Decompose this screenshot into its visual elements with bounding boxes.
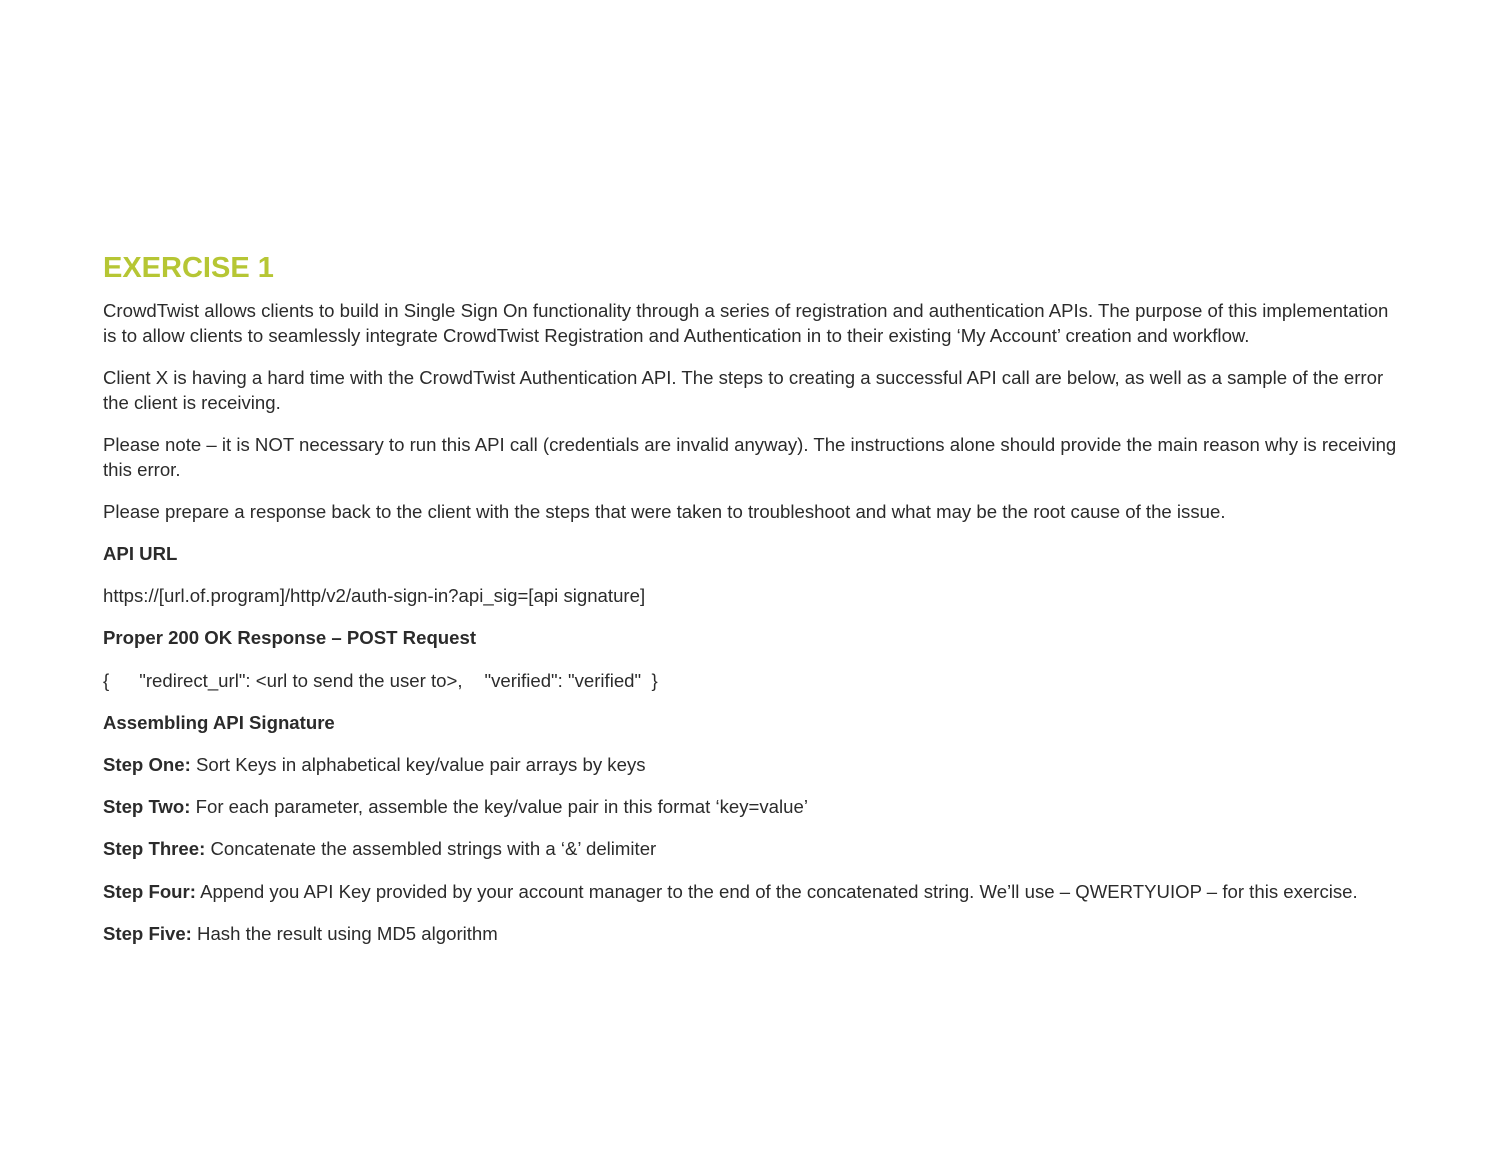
- step-one-text: Sort Keys in alphabetical key/value pair arrays by keys: [190, 753, 646, 775]
- intro-paragraph-1: CrowdTwist allows clients to build in Single Sign On functionality through a series of registration and authentication APIs. The purpose of this implementation is to allow clients to seamlessly integrate CrowdTwist Registration and Authentication in to their existing ‘My Account’ creation and workflow.: [103, 300, 1389, 346]
- signature-heading: Assembling API Signature: [103, 711, 335, 733]
- intro-paragraph-3: Please note – it is NOT necessary to run this API call (credentials are invalid anyway). The instructions alone should provide the main reason why is receiving this error.: [103, 433, 1397, 480]
- step-five: [103, 922, 1403, 947]
- intro-paragraph-2: Client X is having a hard time with the CrowdTwist Authentication API. The steps to creating a successful API call are below, as well as a sample of the error the client is receiving.: [103, 366, 1384, 413]
- step-three-text: Concatenate the assembled strings with a ‘&’ delimiter: [205, 838, 657, 860]
- step-five-label: Step Five:: [103, 922, 192, 944]
- json-close-brace: }: [651, 669, 658, 691]
- step-three-label: Step Three:: [103, 838, 206, 860]
- step-one: [103, 753, 1403, 778]
- response-json: [103, 669, 1403, 694]
- step-five-text: Hash the result using MD5 algorithm: [191, 922, 498, 944]
- step-four-label: Step Four:: [103, 880, 196, 902]
- step-two-label: Step Two:: [103, 796, 191, 818]
- json-field-redirect-url: "redirect_url": <url to send the user to>,: [139, 669, 463, 691]
- step-four-text: Append you API Key provided by your account manager to the end of the concatenated string. We’ll use – QWERTYUIOP – for this exercise.: [195, 880, 1358, 902]
- document-page: [103, 248, 1403, 964]
- api-url-value: https://[url.of.program]/http/v2/auth-sign-in?api_sig=[api signature]: [103, 585, 646, 607]
- api-url-heading: API URL: [103, 542, 178, 564]
- step-two: [103, 795, 1403, 820]
- step-one-label: Step One:: [103, 753, 191, 775]
- intro-paragraph-4: Please prepare a response back to the client with the steps that were taken to troubleshoot and what may be the root cause of the issue.: [103, 500, 1226, 522]
- step-three: [103, 837, 1403, 862]
- response-heading: Proper 200 OK Response – POST Request: [103, 627, 477, 649]
- step-four: [103, 880, 1403, 905]
- exercise-title: EXERCISE 1: [103, 252, 274, 284]
- json-field-verified: "verified": "verified": [484, 669, 642, 691]
- json-open-brace: {: [103, 669, 110, 691]
- step-two-text: For each parameter, assemble the key/value pair in this format ‘key=value’: [190, 796, 808, 818]
